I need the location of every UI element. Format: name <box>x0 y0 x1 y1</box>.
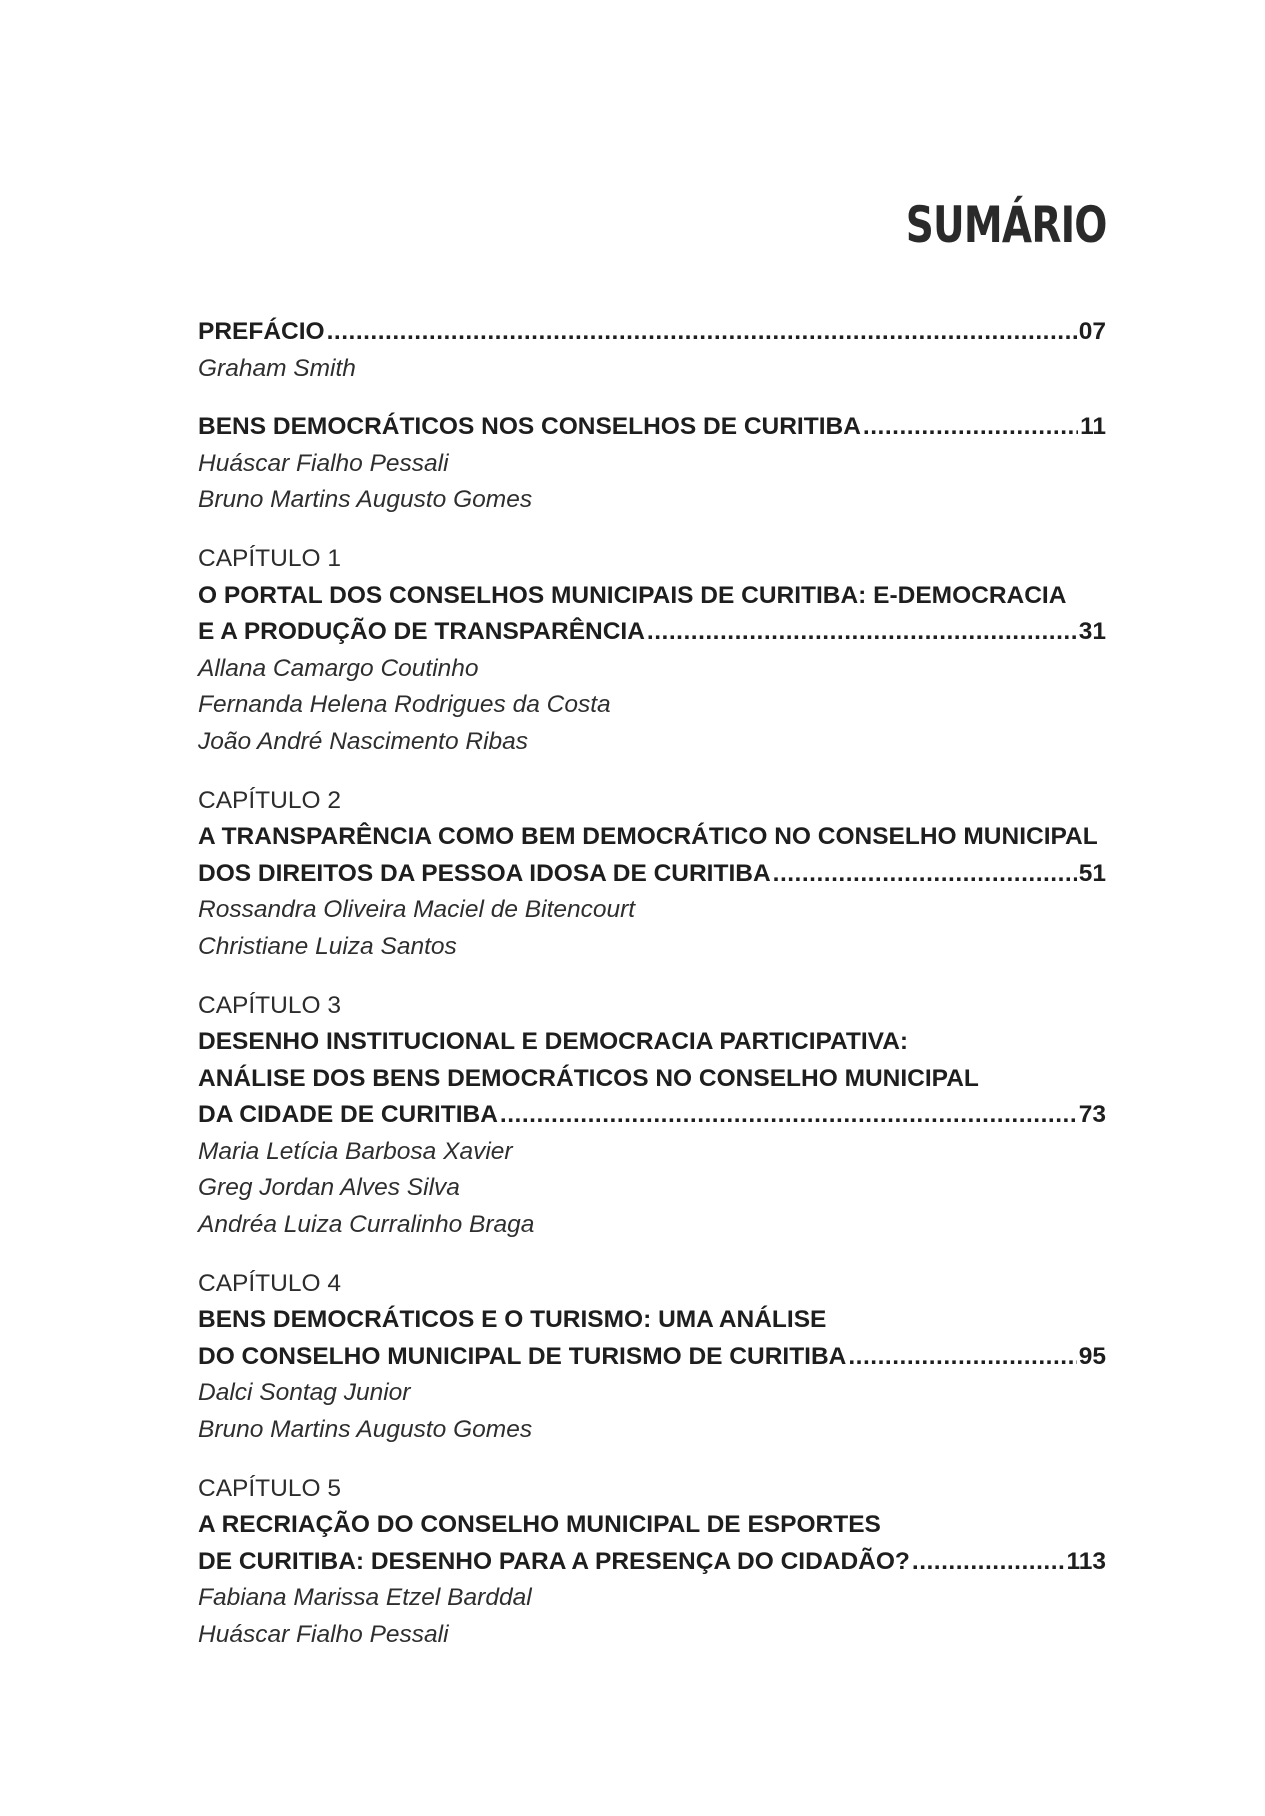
author-name: Bruno Martins Augusto Gomes <box>198 486 533 514</box>
chapter-label: CAPÍTULO 1 <box>198 544 341 572</box>
toc-entry <box>198 1266 1106 1449</box>
toc-entry <box>198 783 1106 966</box>
entry-title-line <box>198 409 1106 446</box>
entry-title-text: DA CIDADE DE CURITIBA <box>198 1101 498 1129</box>
entry-title-text: DOS DIREITOS DA PESSOA IDOSA DE CURITIBA <box>198 859 771 887</box>
entry-title-line <box>198 1544 1106 1581</box>
toc-entry <box>198 988 1106 1244</box>
author-name: Graham Smith <box>198 354 356 382</box>
toc-entry <box>198 1471 1106 1654</box>
page-number: 07 <box>1078 318 1106 345</box>
entry-title-line: A TRANSPARÊNCIA COMO BEM DEMOCRÁTICO NO CONSELHO MUNICIPAL <box>198 823 1098 851</box>
page-number: 95 <box>1078 1342 1106 1370</box>
author-name: Fabiana Marissa Etzel Barddal <box>198 1584 532 1612</box>
author-name: Huáscar Fialho Pessali <box>198 1621 449 1648</box>
page-number: 31 <box>1078 618 1106 646</box>
page-title: SUMÁRIO <box>906 196 1107 254</box>
page-number: 51 <box>1078 859 1106 887</box>
author-name: Bruno Martins Augusto Gomes <box>198 1416 533 1444</box>
author-name: Greg Jordan Alves Silva <box>198 1174 460 1202</box>
dot-leader <box>773 856 1077 893</box>
chapter-label: CAPÍTULO 5 <box>198 1474 341 1502</box>
entry-title-line: BENS DEMOCRÁTICOS E O TURISMO: UMA ANÁLISE <box>198 1306 827 1334</box>
entry-title-line: O PORTAL DOS CONSELHOS MUNICIPAIS DE CURITIBA: E-DEMOCRACIA <box>198 581 1067 609</box>
entry-title-text: DE CURITIBA: DESENHO PARA A PRESENÇA DO CIDADÃO? <box>198 1547 910 1575</box>
dot-leader <box>863 409 1078 446</box>
author-name: Fernanda Helena Rodrigues da Costa <box>198 691 611 719</box>
entry-title-text: DO CONSELHO MUNICIPAL DE TURISMO DE CURITIBA <box>198 1342 847 1370</box>
dot-leader <box>647 614 1077 651</box>
table-of-contents <box>198 314 1106 1676</box>
author-name: Maria Letícia Barbosa Xavier <box>198 1137 513 1165</box>
chapter-label: CAPÍTULO 4 <box>198 1269 341 1297</box>
entry-title-line <box>198 856 1106 893</box>
toc-entry <box>198 541 1106 761</box>
dot-leader <box>912 1544 1065 1581</box>
page-number: 113 <box>1066 1547 1106 1575</box>
page-number: 73 <box>1078 1101 1106 1129</box>
chapter-label: CAPÍTULO 2 <box>198 786 341 814</box>
author-name: Christiane Luiza Santos <box>198 932 457 960</box>
entry-title-line: ANÁLISE DOS BENS DEMOCRÁTICOS NO CONSELHO MUNICIPAL <box>198 1064 979 1092</box>
dot-leader <box>500 1097 1077 1134</box>
author-name: Andréa Luiza Curralinho Braga <box>198 1211 535 1239</box>
author-name: Rossandra Oliveira Maciel de Bitencourt <box>198 896 636 924</box>
entry-title-text: E A PRODUÇÃO DE TRANSPARÊNCIA <box>198 618 645 646</box>
author-name: Dalci Sontag Junior <box>198 1379 411 1407</box>
entry-title-line <box>198 1339 1106 1376</box>
chapter-label: CAPÍTULO 3 <box>198 991 341 1019</box>
entry-title-text: PREFÁCIO <box>198 318 325 345</box>
author-name: Huáscar Fialho Pessali <box>198 449 449 477</box>
entry-title-line: DESENHO INSTITUCIONAL E DEMOCRACIA PARTICIPATIVA: <box>198 1028 909 1056</box>
dot-leader <box>327 314 1077 351</box>
entry-title-line <box>198 314 1106 351</box>
author-name: Allana Camargo Coutinho <box>198 654 479 682</box>
entry-title-text: BENS DEMOCRÁTICOS NOS CONSELHOS DE CURITIBA <box>198 413 861 441</box>
entry-title-line <box>198 1097 1106 1134</box>
author-name: João André Nascimento Ribas <box>198 727 529 755</box>
dot-leader <box>848 1339 1076 1376</box>
page-number: 11 <box>1080 413 1106 441</box>
toc-entry <box>198 409 1106 519</box>
entry-title-line <box>198 614 1106 651</box>
toc-entry <box>198 314 1106 387</box>
entry-title-line: A RECRIAÇÃO DO CONSELHO MUNICIPAL DE ESPORTES <box>198 1511 881 1539</box>
